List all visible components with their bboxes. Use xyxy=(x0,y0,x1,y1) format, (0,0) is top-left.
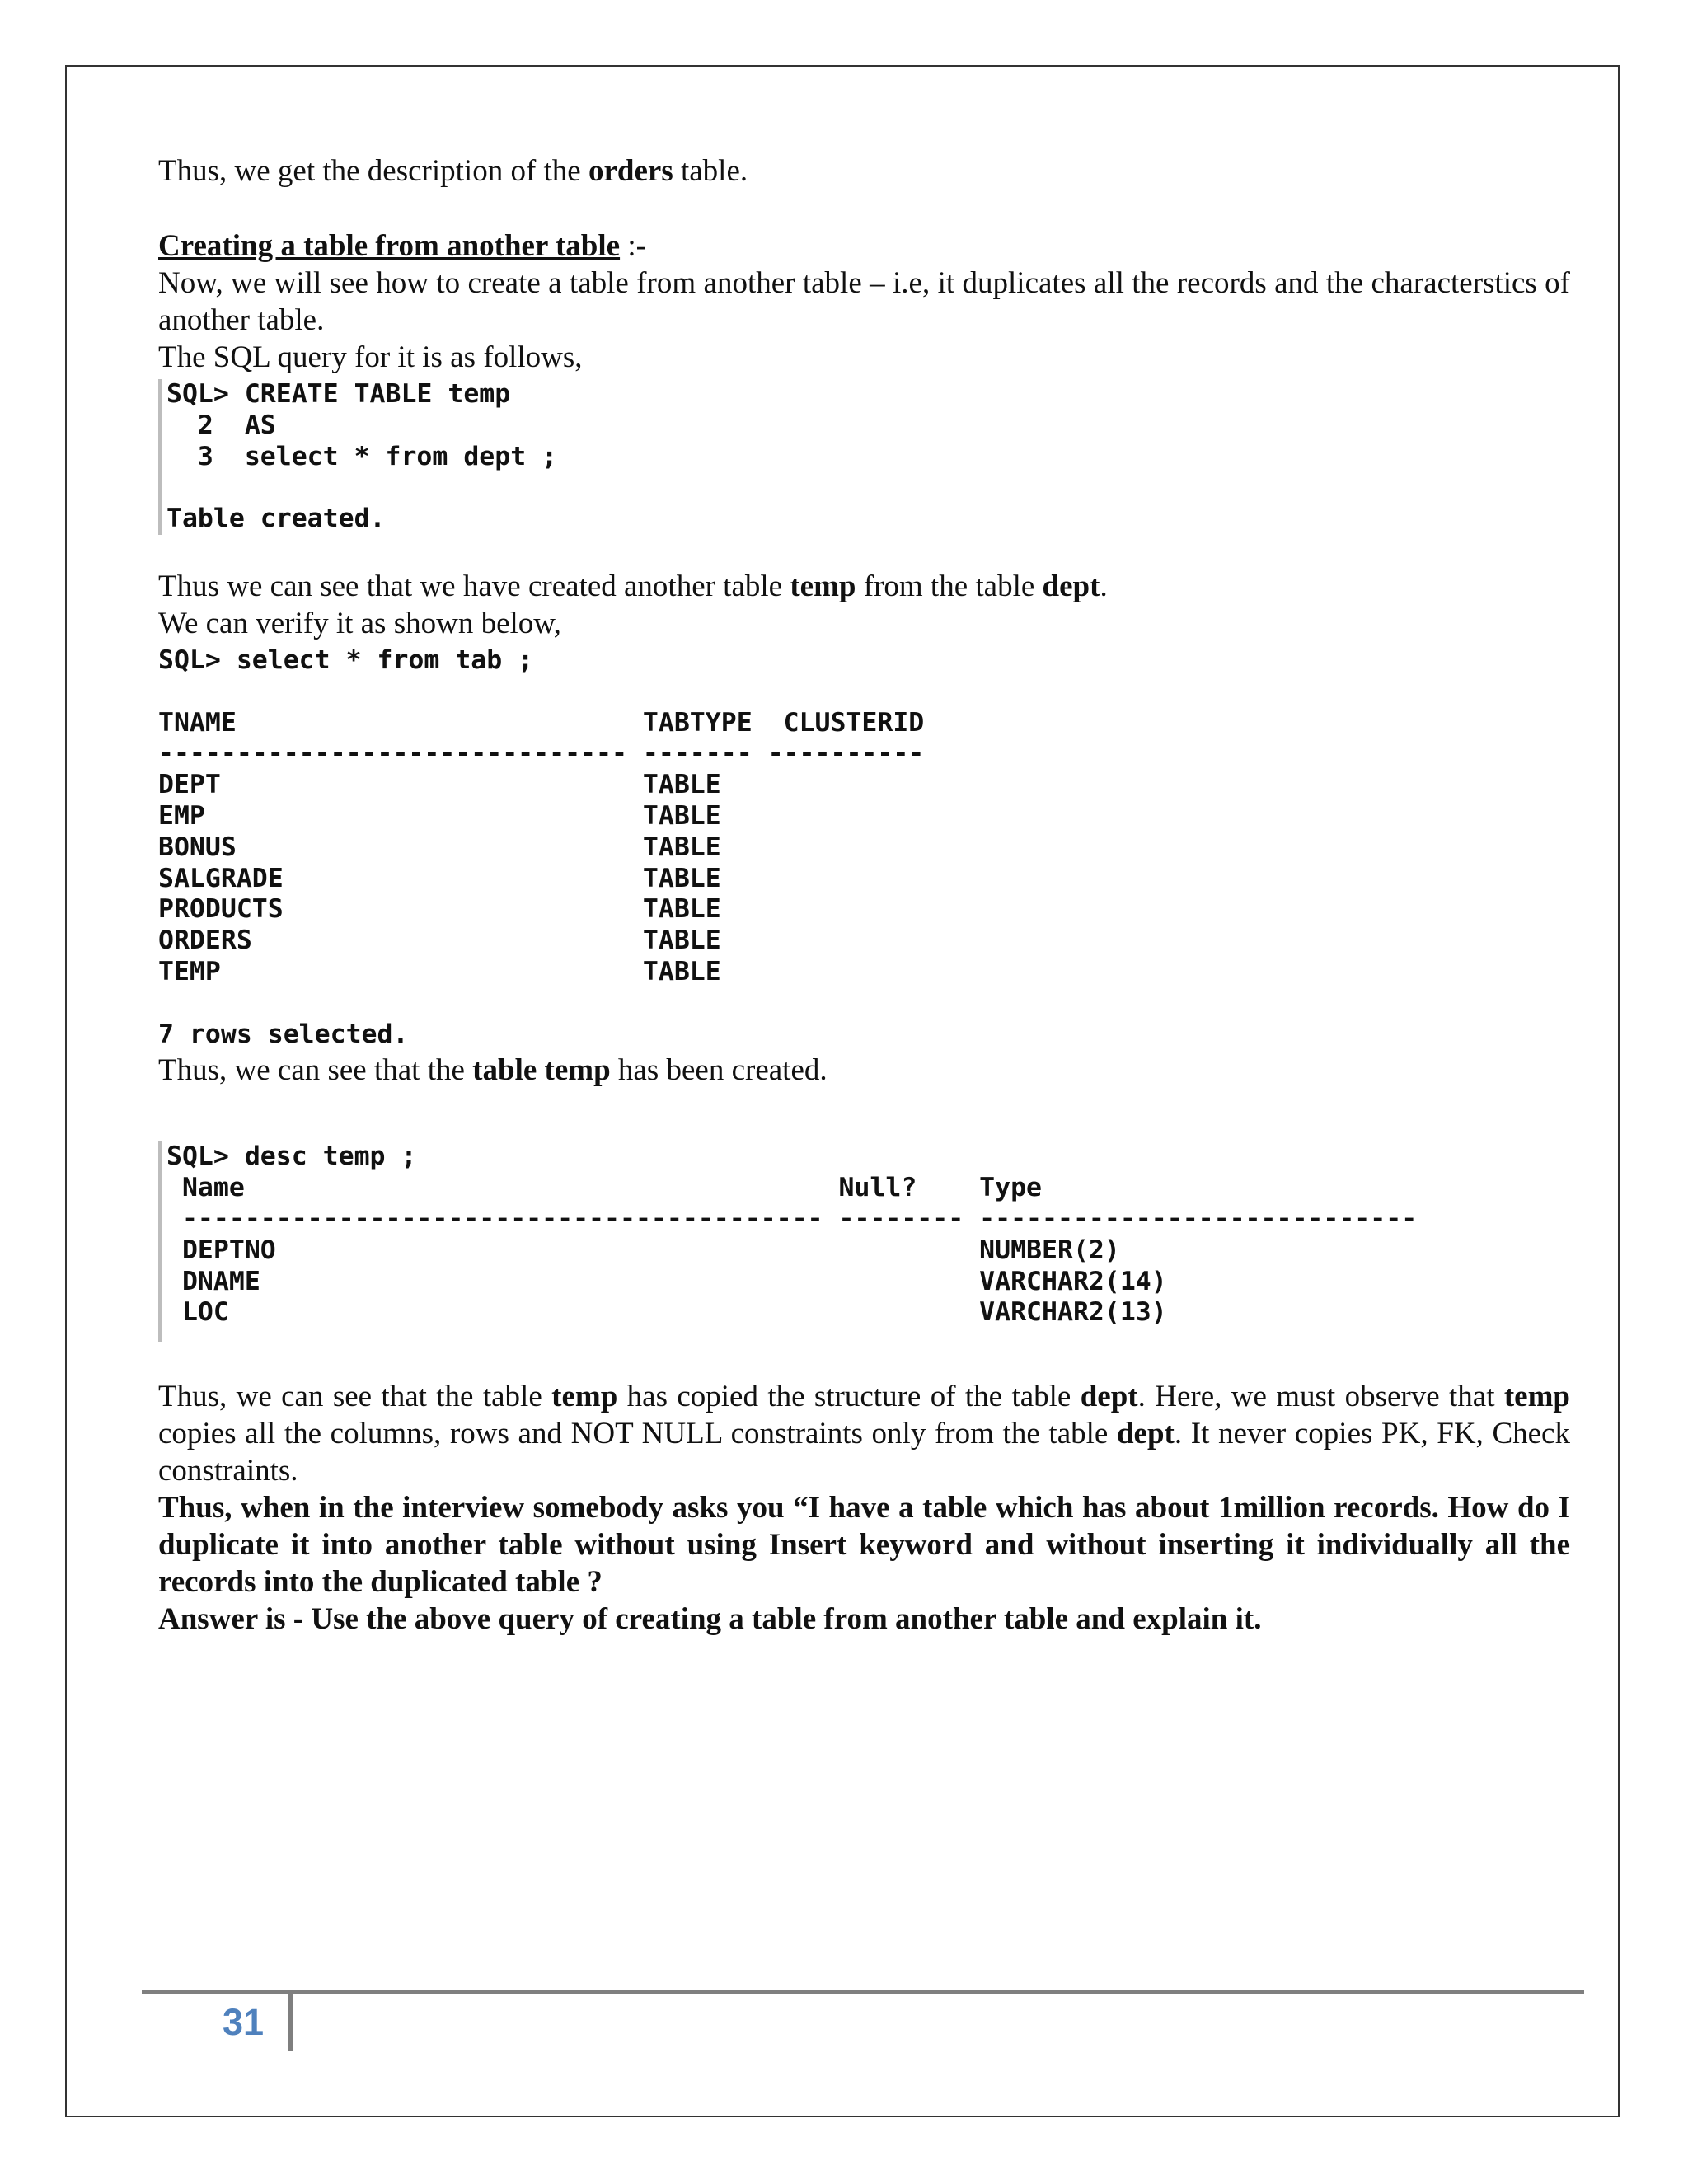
footer-separator xyxy=(288,1994,293,2051)
intro-suffix: table. xyxy=(673,154,748,188)
code-block-desc: SQL> desc temp ; Name Null? Type ----------------------------------------- -------- ---------------------------- DEPTNO NUMBER(2) DNAME VARCHAR2(14) LOC VARCHAR2(13) xyxy=(158,1141,1570,1342)
page-content xyxy=(158,152,1570,1638)
conclusion-text-4: copies all the columns, rows and NOT NULL constraints only from the table xyxy=(158,1417,1117,1451)
conclusion-bold-4: dept xyxy=(1116,1417,1175,1451)
code-block-create: SQL> CREATE TABLE temp 2 AS 3 select * from dept ; Table created. xyxy=(158,379,1570,535)
footer-rule xyxy=(142,1990,1584,1994)
conclusion-text-2: has copied the structure of the table xyxy=(617,1380,1081,1414)
intro-bold: orders xyxy=(588,154,673,188)
created-note-suffix: has been created. xyxy=(610,1053,828,1088)
verify-text-3: . xyxy=(1100,569,1108,603)
section-paragraph-1: Now, we will see how to create a table from another table – i.e, it duplicates all the records and the characterstics of another table. xyxy=(158,266,1570,337)
verify-text-2: from the table xyxy=(856,569,1043,603)
conclusion-text-5: . It never copies PK, FK, Check constraints. xyxy=(158,1417,1570,1488)
conclusion-bold-1: temp xyxy=(551,1380,618,1414)
intro-paragraph xyxy=(158,152,1570,190)
conclusion-bold-2: dept xyxy=(1080,1380,1138,1414)
interview-question: Thus, when in the interview somebody asks you “I have a table which has about 1million records. How do I duplicate it into another table without using Insert keyword and without inserting it individually all the records into the duplicated table ? xyxy=(158,1491,1570,1600)
created-note-text: Thus, we can see that the xyxy=(158,1053,473,1088)
conclusion-bold-3: temp xyxy=(1503,1380,1570,1414)
verify-bold-1: temp xyxy=(790,569,856,603)
conclusion-text-1: Thus, we can see that the table xyxy=(158,1380,552,1414)
conclusion-text-3: . Here, we must observe that xyxy=(1137,1380,1504,1414)
verify-text-1: Thus we can see that we have created another table xyxy=(158,569,790,603)
section-heading-line xyxy=(158,227,1570,265)
section-heading: Creating a table from another table xyxy=(158,229,621,263)
intro-text: Thus, we get the description of the xyxy=(158,154,588,188)
verify-paragraph-2: We can verify it as shown below, xyxy=(158,606,561,640)
page-number: 31 xyxy=(222,2001,265,2043)
verify-paragraph-1 xyxy=(158,568,1570,605)
verify-bold-2: dept xyxy=(1042,569,1100,603)
conclusion-paragraph xyxy=(158,1378,1570,1489)
created-note xyxy=(158,1052,1570,1089)
interview-answer: Answer is - Use the above query of creating a table from another table and explain it. xyxy=(158,1602,1262,1637)
section-paragraph-2: The SQL query for it is as follows, xyxy=(158,340,583,374)
code-block-select-tab: SQL> select * from tab ; TNAME TABTYPE CLUSTERID ------------------------------ ------- ---------- DEPT TABLE EMP TABLE BONUS TABLE SALGRADE TABLE PRODUCTS TABLE ORDERS TABLE TEMP TABLE 7 rows selected. xyxy=(158,644,925,1049)
section-heading-suffix: :- xyxy=(620,229,646,263)
created-note-bold: table temp xyxy=(472,1053,611,1088)
